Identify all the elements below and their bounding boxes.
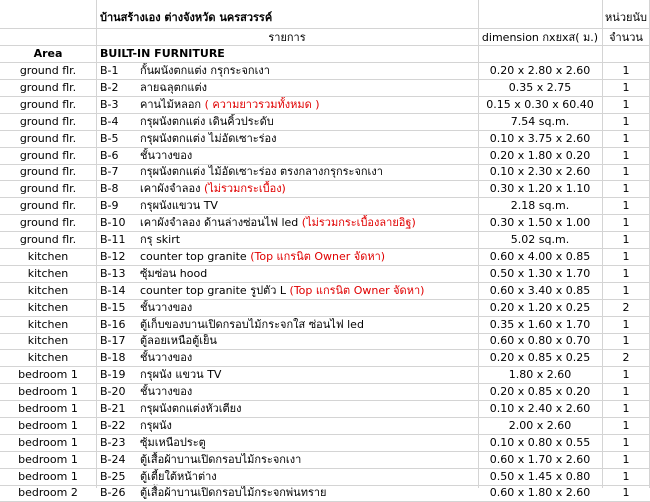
qty-cell[interactable]: 2 <box>622 351 630 364</box>
section-title[interactable]: BUILT-IN FURNITURE <box>100 47 225 60</box>
area-cell[interactable]: bedroom 1 <box>18 436 78 449</box>
dimension-cell[interactable]: 0.15 x 0.30 x 60.40 <box>486 98 594 111</box>
description-text: กรุผนัง แขวน TV <box>140 368 222 381</box>
description-text: ตู้เตี้ยใต้หน้าต่าง <box>140 470 217 483</box>
area-cell[interactable]: ground flr. <box>19 233 77 246</box>
qty-header[interactable]: จำนวน <box>609 31 643 44</box>
description-text: ชั้นวางของ <box>140 385 193 398</box>
area-cell[interactable]: kitchen <box>27 284 69 297</box>
code-cell[interactable]: B-2 <box>100 81 119 94</box>
description-cell[interactable] <box>140 96 320 113</box>
code-cell[interactable]: B-21 <box>100 402 126 415</box>
description-cell[interactable] <box>140 417 172 434</box>
table-row <box>0 366 650 383</box>
dimension-cell[interactable]: 2.18 sq.m. <box>510 199 570 212</box>
table-row <box>0 468 650 485</box>
description-text: ตู้เสื้อผ้าบานเปิดกรอบไม้กระจกเงา <box>140 453 302 466</box>
description-text: ลายฉลุตกแต่ง <box>140 81 208 94</box>
qty-cell[interactable]: 1 <box>622 199 630 212</box>
code-cell[interactable]: B-3 <box>100 98 119 111</box>
description-cell[interactable] <box>140 163 383 180</box>
code-cell[interactable]: B-8 <box>100 182 119 195</box>
qty-cell[interactable]: 1 <box>622 182 630 195</box>
table-row <box>0 265 650 282</box>
description-text: ตู้เก็บของบานเปิดกรอบไม้กระจกใส ซ่อนไฟ led <box>140 318 364 331</box>
description-text: ชั้นวางของ <box>140 149 193 162</box>
table-row <box>0 113 650 130</box>
area-cell[interactable]: bedroom 1 <box>18 402 78 415</box>
description-note: (ไม่รวมกระเบื้องลายอิฐ) <box>301 216 416 229</box>
qty-cell[interactable]: 2 <box>622 301 630 314</box>
description-cell[interactable] <box>140 130 277 147</box>
description-cell[interactable] <box>140 248 385 265</box>
area-cell[interactable]: kitchen <box>27 351 69 364</box>
description-cell[interactable] <box>140 231 180 248</box>
area-cell[interactable]: kitchen <box>27 301 69 314</box>
area-cell[interactable]: bedroom 2 <box>18 486 78 499</box>
dimension-cell[interactable]: 2.00 x 2.60 <box>508 419 572 432</box>
dimension-cell[interactable]: 0.35 x 2.75 <box>508 81 572 94</box>
qty-cell[interactable]: 1 <box>622 334 630 347</box>
table-row <box>0 349 650 366</box>
description-cell[interactable] <box>140 299 192 316</box>
area-cell[interactable]: kitchen <box>27 318 69 331</box>
area-cell[interactable]: kitchen <box>27 267 69 280</box>
dimension-cell[interactable]: 0.60 x 3.40 x 0.85 <box>489 284 591 297</box>
description-text: กรุผนังตกแต่งหัวเตียง <box>140 402 242 415</box>
table-row <box>0 180 650 197</box>
description-text: กรุผนังตกแต่ง ไม้อัดเซาะร่อง ตรงกลางกรุกระจกเงา <box>140 165 383 178</box>
qty-cell[interactable]: 1 <box>622 368 630 381</box>
area-cell[interactable]: bedroom 1 <box>18 385 78 398</box>
description-cell[interactable] <box>140 79 207 96</box>
grid-line-h <box>0 248 650 249</box>
code-cell[interactable]: B-20 <box>100 385 126 398</box>
grid-line-h <box>0 349 650 350</box>
description-cell[interactable] <box>140 383 192 400</box>
qty-cell[interactable]: 1 <box>622 453 630 466</box>
dimension-cell[interactable]: 0.20 x 0.85 x 0.25 <box>489 351 591 364</box>
area-cell[interactable]: kitchen <box>27 334 69 347</box>
dimension-cell[interactable]: 0.30 x 1.20 x 1.10 <box>489 182 591 195</box>
description-text: ซุ้มเหนือประตู <box>140 436 206 449</box>
dimension-cell[interactable]: 0.10 x 2.30 x 2.60 <box>489 165 591 178</box>
dimension-cell[interactable]: 0.20 x 1.80 x 0.20 <box>489 149 591 162</box>
qty-cell[interactable]: 1 <box>622 486 630 499</box>
grid-line-h <box>0 333 650 334</box>
table-row <box>0 231 650 248</box>
grid-line-h <box>0 316 650 317</box>
code-cell[interactable]: B-11 <box>100 233 126 246</box>
qty-cell[interactable]: 1 <box>622 216 630 229</box>
dimension-cell[interactable]: 0.30 x 1.50 x 1.00 <box>489 216 591 229</box>
area-cell[interactable]: ground flr. <box>19 115 77 128</box>
grid-line-h <box>0 147 650 148</box>
dimension-cell[interactable]: 0.35 x 1.60 x 1.70 <box>489 318 591 331</box>
area-cell[interactable]: ground flr. <box>19 132 77 145</box>
qty-cell[interactable]: 1 <box>622 267 630 280</box>
description-cell[interactable] <box>140 349 192 366</box>
description-text: กรุ skirt <box>140 233 181 246</box>
description-text: คานไม้หลอก <box>140 98 202 111</box>
description-text: ตู้เสื้อผ้าบานเปิดกรอบไม้กระจกพ่นทราย <box>140 486 327 499</box>
grid-line-h <box>0 180 650 181</box>
code-cell[interactable]: B-22 <box>100 419 126 432</box>
unit-label[interactable]: หน่วยนับ <box>605 11 647 24</box>
description-text: กรุผนังตกแต่ง เดินคิ้วประดับ <box>140 115 274 128</box>
code-cell[interactable]: B-26 <box>100 486 126 499</box>
code-cell[interactable]: B-9 <box>100 199 119 212</box>
dimension-cell[interactable]: 0.10 x 0.80 x 0.55 <box>489 436 591 449</box>
table-row <box>0 147 650 164</box>
description-text: counter top granite <box>140 250 247 263</box>
grid-line-h <box>0 130 650 131</box>
code-cell[interactable]: B-16 <box>100 318 126 331</box>
description-cell[interactable] <box>140 62 270 79</box>
qty-cell[interactable]: 1 <box>622 284 630 297</box>
code-cell[interactable]: B-10 <box>100 216 126 229</box>
area-cell[interactable]: ground flr. <box>19 216 77 229</box>
table-row <box>0 130 650 147</box>
dimension-cell[interactable]: 0.50 x 1.30 x 1.70 <box>489 267 591 280</box>
grid-line-h <box>0 366 650 367</box>
description-text: กั้นผนังตกแต่ง กรุกระจกเงา <box>140 64 270 77</box>
area-cell[interactable]: ground flr. <box>19 199 77 212</box>
qty-cell[interactable]: 1 <box>622 98 630 111</box>
description-cell[interactable] <box>140 197 218 214</box>
table-row <box>0 214 650 231</box>
grid-line-h <box>0 485 650 486</box>
grid-line-h <box>0 434 650 435</box>
grid-line-h <box>0 214 650 215</box>
description-cell[interactable] <box>140 484 326 501</box>
qty-cell[interactable]: 1 <box>622 436 630 449</box>
description-cell[interactable] <box>140 265 207 282</box>
grid-line-h <box>0 468 650 469</box>
table-row <box>0 400 650 417</box>
qty-cell[interactable]: 1 <box>622 81 630 94</box>
table-row <box>0 197 650 214</box>
table-row <box>0 96 650 113</box>
title-row <box>0 9 650 26</box>
code-cell[interactable]: B-19 <box>100 368 126 381</box>
description-text: กรุผนังแขวน TV <box>140 199 218 212</box>
grid-line-h <box>0 282 650 283</box>
code-cell[interactable]: B-1 <box>100 64 119 77</box>
description-text: กรุผนังตกแต่ง ไม่อัดเซาะร่อง <box>140 132 277 145</box>
table-row <box>0 451 650 468</box>
grid-line-h <box>0 96 650 97</box>
code-cell[interactable]: B-5 <box>100 132 119 145</box>
table-row <box>0 332 650 349</box>
area-cell[interactable]: bedroom 1 <box>18 453 78 466</box>
dimension-cell[interactable]: 0.60 x 1.80 x 2.60 <box>489 486 591 499</box>
code-cell[interactable]: B-4 <box>100 115 119 128</box>
table-row <box>0 248 650 265</box>
description-text: เคาผังจำลอง ด้านล่างซ่อนไฟ led <box>140 216 299 229</box>
grid-line-h <box>0 62 650 63</box>
code-cell[interactable]: B-18 <box>100 351 126 364</box>
description-cell[interactable] <box>140 400 241 417</box>
description-text: ซุ้มซ่อน hood <box>140 267 208 280</box>
dimension-cell[interactable]: 0.10 x 3.75 x 2.60 <box>489 132 591 145</box>
grid-line-h <box>0 45 650 46</box>
description-cell[interactable] <box>140 434 206 451</box>
dimension-cell[interactable]: 0.20 x 0.85 x 0.20 <box>489 385 591 398</box>
description-cell[interactable] <box>140 282 424 299</box>
qty-cell[interactable]: 1 <box>622 233 630 246</box>
grid-line-h <box>0 113 650 114</box>
dimension-cell[interactable]: 0.60 x 0.80 x 0.70 <box>489 334 591 347</box>
area-cell[interactable]: ground flr. <box>19 165 77 178</box>
qty-cell[interactable]: 1 <box>622 402 630 415</box>
qty-cell[interactable]: 1 <box>622 385 630 398</box>
description-cell[interactable] <box>140 113 274 130</box>
table-row <box>0 282 650 299</box>
dimension-cell[interactable]: 0.50 x 1.45 x 0.80 <box>489 470 591 483</box>
dimension-cell[interactable]: 0.60 x 1.70 x 2.60 <box>489 453 591 466</box>
table-row <box>0 316 650 333</box>
table-row <box>0 163 650 180</box>
code-cell[interactable]: B-13 <box>100 267 126 280</box>
description-note: (Top แกรนิต Owner จัดหา) <box>289 284 425 297</box>
description-cell[interactable] <box>140 332 217 349</box>
description-note: (ไม่รวมกระเบื้อง) <box>203 182 286 195</box>
table-row <box>0 79 650 96</box>
grid-line-h <box>0 79 650 80</box>
description-cell[interactable] <box>140 316 364 333</box>
qty-cell[interactable]: 1 <box>622 419 630 432</box>
qty-cell[interactable]: 1 <box>622 149 630 162</box>
grid-line-h <box>0 164 650 165</box>
description-text: เคาผังจำลอง <box>140 182 201 195</box>
code-cell[interactable]: B-14 <box>100 284 126 297</box>
description-cell[interactable] <box>140 366 221 383</box>
grid-line-h <box>0 417 650 418</box>
area-cell[interactable]: ground flr. <box>19 182 77 195</box>
dimension-cell[interactable]: 0.60 x 4.00 x 0.85 <box>489 250 591 263</box>
code-cell[interactable]: B-6 <box>100 149 119 162</box>
table-row <box>0 434 650 451</box>
description-cell[interactable] <box>140 214 416 231</box>
area-cell[interactable]: ground flr. <box>19 98 77 111</box>
description-cell[interactable] <box>140 180 286 197</box>
qty-cell[interactable]: 1 <box>622 318 630 331</box>
description-text: counter top granite รูปตัว L <box>140 284 287 297</box>
dimension-header[interactable]: dimension กxยxส( ม.) <box>481 31 599 44</box>
area-cell[interactable]: ground flr. <box>19 81 77 94</box>
grid-line-h <box>0 265 650 266</box>
dimension-cell[interactable]: 7.54 sq.m. <box>510 115 570 128</box>
description-text: ตู้ลอยเหนือตู้เย็น <box>140 334 217 347</box>
grid-line-h <box>0 299 650 300</box>
section-row <box>0 45 650 62</box>
description-text: กรุผนัง <box>140 419 172 432</box>
area-cell[interactable]: ground flr. <box>19 149 77 162</box>
table-row <box>0 417 650 434</box>
qty-cell[interactable]: 1 <box>622 165 630 178</box>
code-cell[interactable]: B-15 <box>100 301 126 314</box>
dimension-cell[interactable]: 1.80 x 2.60 <box>508 368 572 381</box>
qty-cell[interactable]: 1 <box>622 132 630 145</box>
header-row <box>0 29 650 46</box>
grid-line-h <box>0 197 650 198</box>
dimension-cell[interactable]: 0.10 x 2.40 x 2.60 <box>489 402 591 415</box>
description-text: ชั้นวางของ <box>140 351 193 364</box>
area-cell[interactable]: bedroom 1 <box>18 470 78 483</box>
dimension-cell[interactable]: 0.20 x 1.20 x 0.25 <box>489 301 591 314</box>
description-text: ชั้นวางของ <box>140 301 193 314</box>
dimension-cell[interactable]: 0.20 x 2.80 x 2.60 <box>489 64 591 77</box>
items-header[interactable]: รายการ <box>268 31 306 44</box>
code-cell[interactable]: B-24 <box>100 453 126 466</box>
area-header[interactable]: Area <box>33 47 63 60</box>
description-note: ( ความยาวรวมทั้งหมด ) <box>204 98 320 111</box>
description-note: (Top แกรนิต Owner จัดหา) <box>250 250 386 263</box>
grid-line-h <box>0 231 650 232</box>
grid-line-h <box>0 400 650 401</box>
code-cell[interactable]: B-23 <box>100 436 126 449</box>
sheet-title[interactable]: บ้านสร้างเอง ต่างจังหวัด นครสวรรค์ <box>100 11 273 24</box>
code-cell[interactable]: B-17 <box>100 334 126 347</box>
table-row <box>0 484 650 501</box>
code-cell[interactable]: B-12 <box>100 250 126 263</box>
description-cell[interactable] <box>140 451 301 468</box>
code-cell[interactable]: B-7 <box>100 165 119 178</box>
qty-cell[interactable]: 1 <box>622 64 630 77</box>
grid-line-h <box>0 383 650 384</box>
dimension-cell[interactable]: 5.02 sq.m. <box>510 233 570 246</box>
qty-cell[interactable]: 1 <box>622 115 630 128</box>
area-cell[interactable]: ground flr. <box>19 64 77 77</box>
grid-line-h <box>0 451 650 452</box>
area-cell[interactable]: bedroom 1 <box>18 368 78 381</box>
description-cell[interactable] <box>140 147 192 164</box>
table-row <box>0 383 650 400</box>
table-row <box>0 299 650 316</box>
table-row <box>0 62 650 79</box>
qty-cell[interactable]: 1 <box>622 250 630 263</box>
area-cell[interactable]: kitchen <box>27 250 69 263</box>
grid-line-h <box>0 28 650 29</box>
code-cell[interactable]: B-25 <box>100 470 126 483</box>
area-cell[interactable]: bedroom 1 <box>18 419 78 432</box>
description-cell[interactable] <box>140 468 217 485</box>
qty-cell[interactable]: 1 <box>622 470 630 483</box>
